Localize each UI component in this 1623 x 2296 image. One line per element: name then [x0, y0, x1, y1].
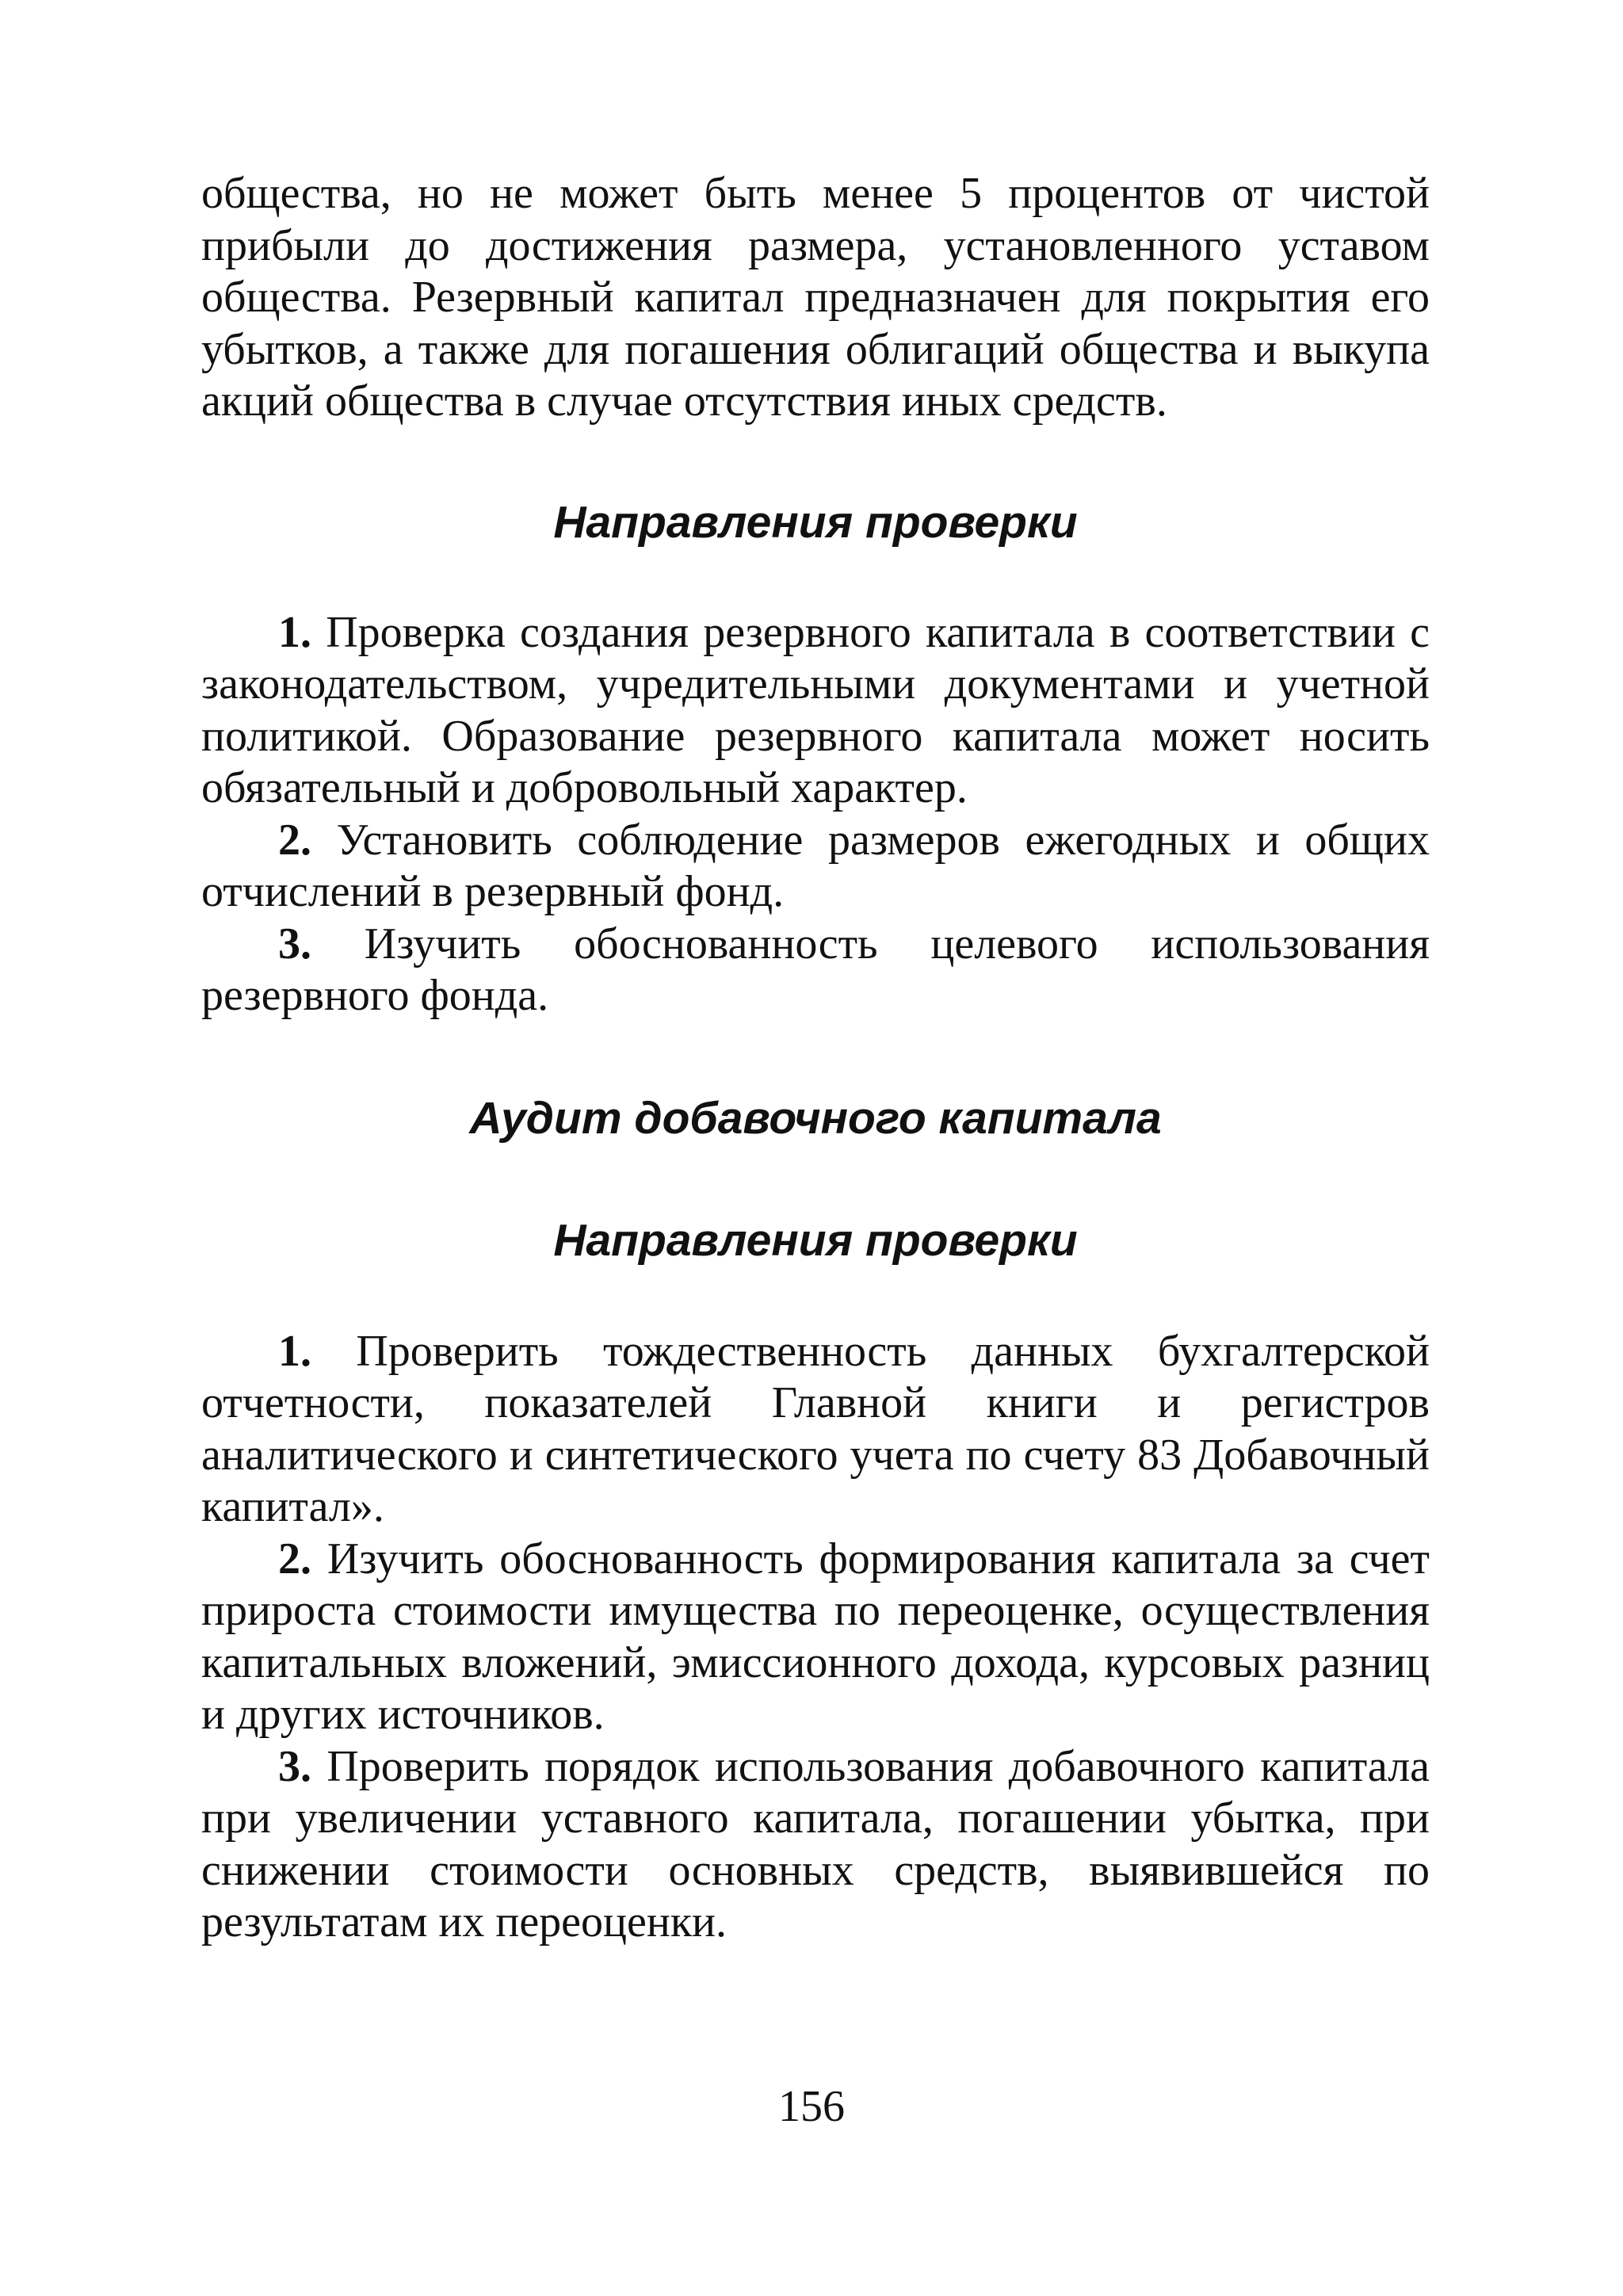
page-body	[201, 168, 1430, 1949]
item-text: Установить соблюдение размеров ежегодных и общих отчислений в резервный фонд.	[201, 815, 1430, 916]
item-text: Проверить тождественность данных бухгалтерской отчетности, показателей Главной книги и регистров аналитического и синтетического учета по счету 83 Добавочный капитал».	[201, 1326, 1430, 1531]
page-number: 156	[778, 2082, 845, 2131]
item-number: 1.	[278, 1326, 311, 1376]
intro-paragraph: общества, но не может быть менее 5 процентов от чистой прибыли до достижения размера, установленного уставом общества. Резервный капитал предназначен для покрытия его убытков, а также для погашения облигаций общества и выкупа акций общества в случае отсутствия иных средств.	[201, 169, 1430, 426]
item-text: Изучить обоснованность формирования капитала за счет прироста стоимости имущества по переоценке, осуществления капитальных вложений, эмиссионного дохода, курсовых разниц и других источников.	[201, 1534, 1430, 1739]
section2-heading: Направления проверки	[553, 1214, 1078, 1266]
item-number: 2.	[278, 815, 311, 865]
section1-heading: Направления проверки	[553, 496, 1078, 548]
item-number: 1.	[278, 607, 311, 657]
item-number: 2.	[278, 1534, 311, 1584]
item-number: 3.	[278, 919, 311, 968]
section1-item-3	[201, 919, 1430, 1022]
section2-item-2	[201, 1534, 1430, 1741]
section1-item-1	[201, 607, 1430, 815]
item-number: 3.	[278, 1741, 311, 1791]
section2-title: Аудит добавочного капитала	[469, 1092, 1162, 1144]
item-text: Проверка создания резервного капитала в соответствии с законодательством, учредительными документами и учетной политикой. Образование резервного капитала может носить обязательный и добровольный характер.	[201, 607, 1430, 812]
item-text: Изучить обоснованность целевого использования резервного фонда.	[201, 919, 1430, 1020]
item-text: Проверить порядок использования добавочного капитала при увеличении уставного капитала, погашении убытка, при снижении стоимости основных средств, выявившейся по результатам их переоценки.	[201, 1741, 1430, 1946]
section2-item-1	[201, 1326, 1430, 1534]
section2-item-3	[201, 1741, 1430, 1949]
section1-item-2	[201, 815, 1430, 919]
